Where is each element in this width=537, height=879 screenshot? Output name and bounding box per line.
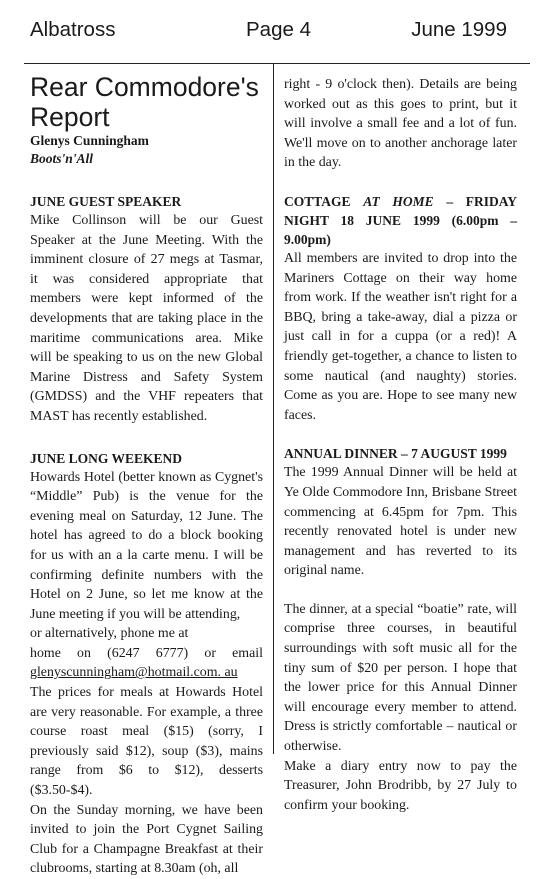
header-rule <box>24 63 530 64</box>
dinner-body-3: Make a diary entry now to pay the Treasurer, John Brodribb, by 27 July to confirm your booking. <box>284 758 517 813</box>
long-weekend-continued: right - 9 o'clock then). Details are being worked out as this goes to print, but it will involve a small fee and a lot of fun. We'll move on to another anchorage later in the day. <box>284 77 517 171</box>
cottage-body: All members are invited to drop into the Mariners Cottage on their way home from work. If the weather isn't right for a BBQ, bring a take-away, dial a pizza or just call in for a cuppa (or a red)! A friendly get-together, a chance to listen to some nautical (and naughty) stories. Come as you are. Hope to see many new faces. <box>284 250 517 423</box>
page-number: Page 4 <box>246 18 311 41</box>
dinner-body-2: The dinner, at a special “boatie” rate, will comprise three courses, in beautiful surroundings with soft music all for the tiny sum of $20 per person. I hope that the lower price for this Annual Dinner will encourage every member to attend. Dress is strictly comfortable – nautical or otherwise. <box>284 601 517 755</box>
long-weekend-sunday: On the Sunday morning, we have been invited to join the Port Cygnet Sailing Club for a Champagne Breakfast at their clubrooms, starting at 8.30am (oh, all <box>30 802 263 877</box>
dinner-body-1: The 1999 Annual Dinner will be held at Ye Olde Commodore Inn, Brisbane Street commencing at 6.45pm for 7pm. This recently renovated hotel is under new management and has reverted to its original name. <box>284 465 517 579</box>
guest-speaker-heading: JUNE GUEST SPEAKER <box>30 194 182 209</box>
newsletter-name: Albatross <box>30 18 116 41</box>
author-role: Boots'n'All <box>30 151 94 166</box>
title-line-1: Rear Commodore's <box>30 72 259 102</box>
dinner-heading: ANNUAL DINNER – 7 AUGUST 1999 <box>284 446 507 462</box>
email-link[interactable]: glenyscunningham@hotmail.com. au <box>30 665 238 681</box>
long-weekend-body-2: or alternatively, phone me at <box>30 626 189 642</box>
cottage-heading-c: – FRIDAY NIGHT 18 JUNE 1999 (6.00pm – 9.00pm) <box>284 193 517 247</box>
long-weekend-body-1: Howards Hotel (better known as Cygnet's “Middle” Pub) is the venue for the evening meal on Saturday, 12 June. The hotel has agreed to do a block booking for us with an a la carte menu. I will be confirming definite numbers with the Hotel on 2 June, so let me know at the June meeting if you will be attending, <box>30 469 263 622</box>
page-header <box>30 18 507 44</box>
phone-line: home on (6247 6777) or email <box>30 645 263 661</box>
email-line <box>30 663 263 683</box>
cottage-heading <box>284 192 517 249</box>
guest-speaker-body: Mike Collinson will be our Guest Speaker at the June Meeting. With the imminent closure of 27 megs at Tasmar, it was considered appropriate that members were kept informed of the developments that are taking place in the maritime communications area. Mike will be speaking to us on the new Global Marine Distress and Safety System (GMDSS) and the VHF repeaters that MAST has recently established. <box>30 213 263 424</box>
long-weekend-prices: The prices for meals at Howards Hotel are very reasonable. For example, a three course roast meal ($15) (sorry, I previously said $12), soup ($3), mains range from $6 to $12), desserts ($3.50-$4). <box>30 685 263 799</box>
column-divider <box>273 64 274 754</box>
cottage-heading-italic: AT HOME <box>363 193 434 209</box>
author-name: Glenys Cunningham <box>30 133 149 148</box>
left-column <box>30 72 263 879</box>
long-weekend-phone <box>30 644 263 664</box>
cottage-heading-a: COTTAGE <box>284 193 364 209</box>
title-line-2: Report <box>30 102 110 132</box>
long-weekend-heading: JUNE LONG WEEKEND <box>30 450 183 466</box>
article-title <box>30 72 263 132</box>
issue-date: June 1999 <box>411 18 507 41</box>
right-column <box>284 75 517 815</box>
